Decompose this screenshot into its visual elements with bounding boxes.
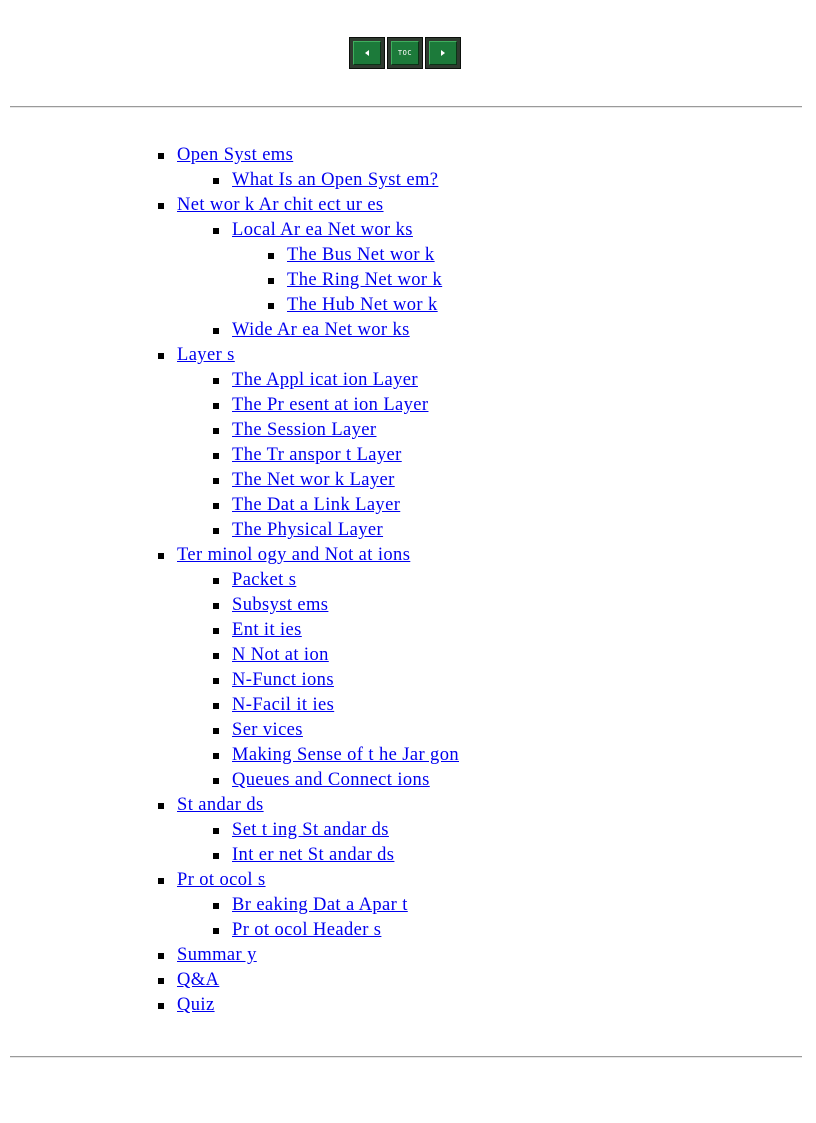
toc-link-wide-area-networks[interactable]: Wide Ar ea Net wor ks: [232, 320, 410, 340]
toc-link-subsystems[interactable]: Subsyst ems: [232, 595, 329, 615]
bullet-icon: [213, 903, 219, 909]
toc-link-packets[interactable]: Packet s: [232, 570, 297, 590]
bullet-icon: [213, 928, 219, 934]
toc-item-n-functions: [155, 668, 459, 693]
toc-link-queues-and-connections[interactable]: Queues and Connect ions: [232, 770, 430, 790]
toc-link-summary[interactable]: Summar y: [177, 945, 257, 965]
toc-item-quiz: [155, 993, 459, 1018]
bullet-icon: [213, 853, 219, 859]
next-arrow-icon: [429, 41, 457, 65]
toc-link-protocol-headers[interactable]: Pr ot ocol Header s: [232, 920, 382, 940]
bullet-icon: [213, 378, 219, 384]
previous-button[interactable]: [349, 37, 385, 69]
bullet-icon: [213, 778, 219, 784]
toc-item-n-facilities: [155, 693, 459, 718]
toc-link-the-application-layer[interactable]: The Appl icat ion Layer: [232, 370, 418, 390]
bullet-icon: [158, 553, 164, 559]
toc-item-local-area-networks: [155, 218, 459, 243]
toc-item-wide-area-networks: [155, 318, 459, 343]
bullet-icon: [268, 303, 274, 309]
toc-button-label: TOC: [397, 49, 413, 57]
toc-link-entities[interactable]: Ent it ies: [232, 620, 302, 640]
toc-item-the-network-layer: [155, 468, 459, 493]
toc-item-summary: [155, 943, 459, 968]
bullet-icon: [213, 728, 219, 734]
bullet-icon: [158, 1003, 164, 1009]
toc-item-packets: [155, 568, 459, 593]
toc-item-services: [155, 718, 459, 743]
toc-link-the-data-link-layer[interactable]: The Dat a Link Layer: [232, 495, 401, 515]
toc-link-local-area-networks[interactable]: Local Ar ea Net wor ks: [232, 220, 413, 240]
toc-item-the-physical-layer: [155, 518, 459, 543]
toc-link-q-and-a[interactable]: Q&A: [177, 970, 220, 990]
toc-item-the-application-layer: [155, 368, 459, 393]
toc-item-queues-and-connections: [155, 768, 459, 793]
toc-link-setting-standards[interactable]: Set t ing St andar ds: [232, 820, 389, 840]
bullet-icon: [213, 703, 219, 709]
bottom-divider: [10, 1056, 802, 1058]
table-of-contents: [155, 143, 459, 1018]
toc-item-what-is-an-open-system: [155, 168, 459, 193]
toc-item-protocol-headers: [155, 918, 459, 943]
toc-item-the-transport-layer: [155, 443, 459, 468]
toc-link-services[interactable]: Ser vices: [232, 720, 303, 740]
bullet-icon: [213, 678, 219, 684]
previous-arrow-icon: [353, 41, 381, 65]
toc-item-standards: [155, 793, 459, 818]
toc-link-open-systems[interactable]: Open Syst ems: [177, 145, 294, 165]
toc-link-protocols[interactable]: Pr ot ocol s: [177, 870, 266, 890]
toc-link-the-bus-network[interactable]: The Bus Net wor k: [287, 245, 435, 265]
bullet-icon: [158, 803, 164, 809]
toc-item-open-systems: [155, 143, 459, 168]
toc-item-network-architectures: [155, 193, 459, 218]
toc-link-the-physical-layer[interactable]: The Physical Layer: [232, 520, 384, 540]
bullet-icon: [213, 628, 219, 634]
toc-link-n-notation[interactable]: N Not at ion: [232, 645, 329, 665]
toc-item-protocols: [155, 868, 459, 893]
bullet-icon: [158, 203, 164, 209]
toc-item-the-session-layer: [155, 418, 459, 443]
toc-link-the-hub-network[interactable]: The Hub Net wor k: [287, 295, 438, 315]
toc-link-the-presentation-layer[interactable]: The Pr esent at ion Layer: [232, 395, 429, 415]
toc-link-n-functions[interactable]: N-Funct ions: [232, 670, 334, 690]
navigation-bar: [349, 37, 461, 69]
bullet-icon: [158, 953, 164, 959]
toc-item-q-and-a: [155, 968, 459, 993]
toc-item-entities: [155, 618, 459, 643]
toc-item-the-hub-network: [155, 293, 459, 318]
bullet-icon: [158, 153, 164, 159]
bullet-icon: [213, 328, 219, 334]
toc-link-the-ring-network[interactable]: The Ring Net wor k: [287, 270, 443, 290]
next-button[interactable]: [425, 37, 461, 69]
bullet-icon: [213, 528, 219, 534]
toc-link-quiz[interactable]: Quiz: [177, 995, 215, 1015]
toc-link-making-sense-of-the-jargon[interactable]: Making Sense of t he Jar gon: [232, 745, 459, 765]
toc-item-subsystems: [155, 593, 459, 618]
toc-link-what-is-an-open-system[interactable]: What Is an Open Syst em?: [232, 170, 439, 190]
toc-item-internet-standards: [155, 843, 459, 868]
bullet-icon: [213, 578, 219, 584]
toc-item-n-notation: [155, 643, 459, 668]
toc-link-the-session-layer[interactable]: The Session Layer: [232, 420, 377, 440]
toc-link-terminology-and-notations[interactable]: Ter minol ogy and Not at ions: [177, 545, 411, 565]
toc-item-the-bus-network: [155, 243, 459, 268]
bullet-icon: [213, 653, 219, 659]
toc-item-breaking-data-apart: [155, 893, 459, 918]
bullet-icon: [213, 453, 219, 459]
toc-link-the-network-layer[interactable]: The Net wor k Layer: [232, 470, 395, 490]
bullet-icon: [213, 503, 219, 509]
bullet-icon: [213, 228, 219, 234]
top-divider: [10, 106, 802, 108]
toc-link-standards[interactable]: St andar ds: [177, 795, 264, 815]
toc-item-the-presentation-layer: [155, 393, 459, 418]
toc-item-the-ring-network: [155, 268, 459, 293]
toc-link-breaking-data-apart[interactable]: Br eaking Dat a Apar t: [232, 895, 408, 915]
bullet-icon: [158, 353, 164, 359]
bullet-icon: [158, 978, 164, 984]
toc-link-n-facilities[interactable]: N-Facil it ies: [232, 695, 335, 715]
toc-item-setting-standards: [155, 818, 459, 843]
bullet-icon: [213, 403, 219, 409]
bullet-icon: [268, 278, 274, 284]
bullet-icon: [158, 878, 164, 884]
bullet-icon: [213, 828, 219, 834]
bullet-icon: [213, 178, 219, 184]
bullet-icon: [213, 753, 219, 759]
toc-item-making-sense-of-the-jargon: [155, 743, 459, 768]
toc-link-the-transport-layer[interactable]: The Tr anspor t Layer: [232, 445, 402, 465]
bullet-icon: [268, 253, 274, 259]
toc-item-terminology-and-notations: [155, 543, 459, 568]
toc-button[interactable]: [387, 37, 423, 69]
toc-link-internet-standards[interactable]: Int er net St andar ds: [232, 845, 395, 865]
bullet-icon: [213, 428, 219, 434]
toc-link-layers[interactable]: Layer s: [177, 345, 235, 365]
bullet-icon: [213, 478, 219, 484]
toc-item-layers: [155, 343, 459, 368]
toc-item-the-data-link-layer: [155, 493, 459, 518]
toc-link-network-architectures[interactable]: Net wor k Ar chit ect ur es: [177, 195, 384, 215]
bullet-icon: [213, 603, 219, 609]
